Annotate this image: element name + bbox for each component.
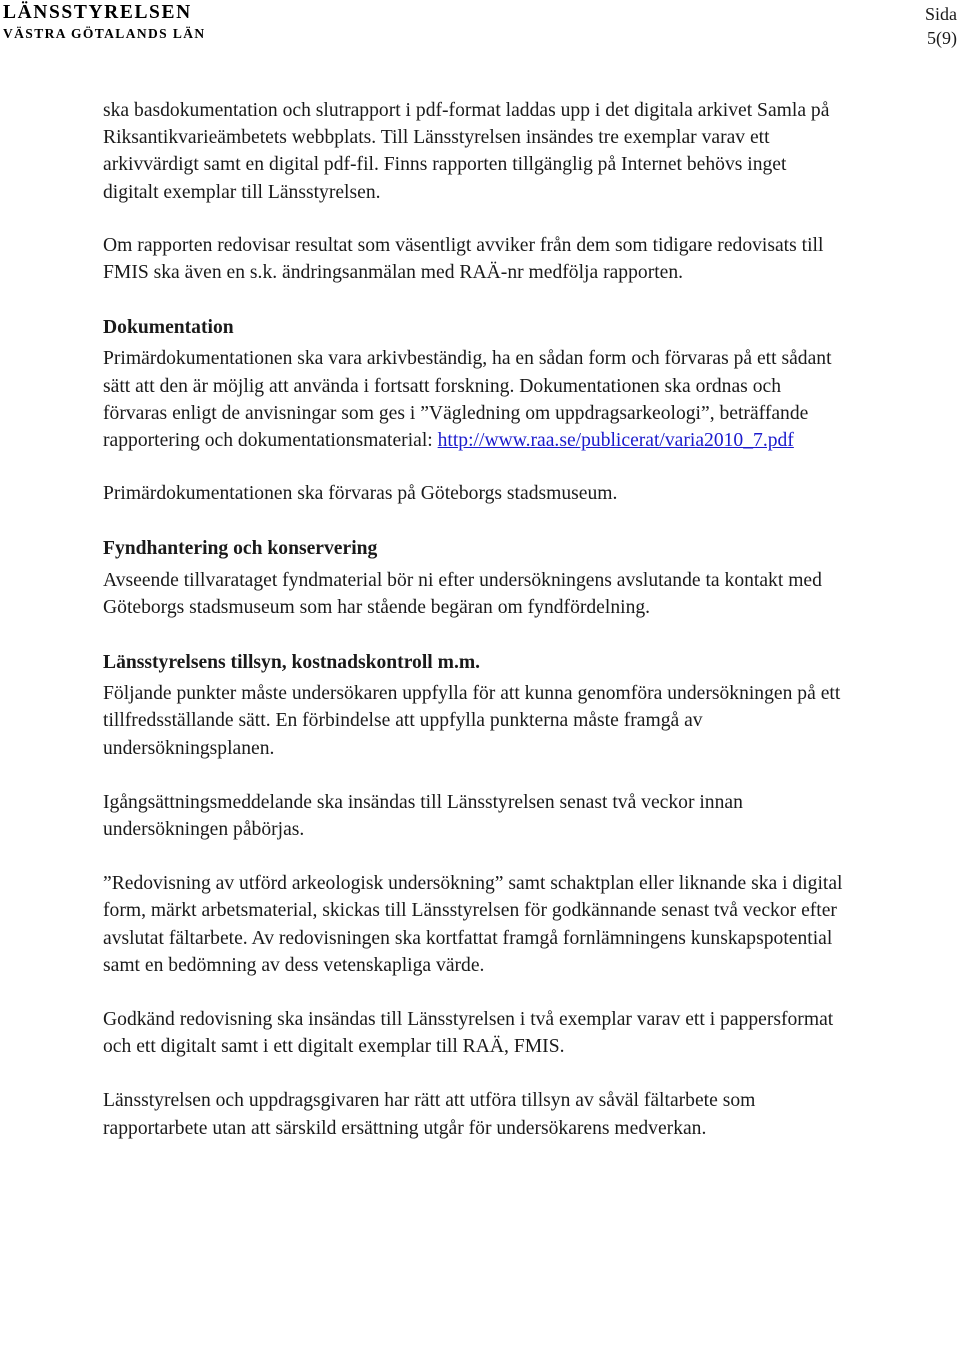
paragraph-fmis-change: Om rapporten redovisar resultat som väsentligt avviker från dem som tidigare redovisats till FMIS ska även en s.k. ändringsanmälan med RAÄ-nr medfölja rapporten. [103, 234, 824, 284]
paragraph-start-notice: Igångsättningsmeddelande ska insändas till Länsstyrelsen senast två veckor innan undersökningen påbörjas. [103, 791, 743, 841]
heading-dokumentation: Dokumentation [103, 317, 234, 339]
paragraph-supervision: Länsstyrelsen och uppdragsgivaren har rätt att utföra tillsyn av såväl fältarbete som rapportarbete utan att särskild ersättning utgår för undersökarens medverkan. [103, 1090, 756, 1139]
heading-fyndhantering: Fyndhantering och konservering [103, 538, 378, 560]
page-number: 5(9) [927, 28, 957, 48]
heading-tillsyn: Länsstyrelsens tillsyn, kostnadskontroll m.m. [103, 652, 481, 674]
letterhead-logo [3, 3, 206, 42]
paragraph-redovisning: ”Redovisning av utförd arkeologisk undersökning” samt schaktplan eller liknande ska i digital form, märkt arbetsmaterial, skickas till Länsstyrelsen för godkännande senast två veckor efter avslutat fältarbete. Av redovisningen ska kortfattat framgå fornlämningens kunskapspotential samt en bedömning av dess vetenskapliga värde. [103, 873, 843, 976]
document-body [103, 97, 843, 1142]
paragraph-tillsyn-requirements: Följande punkter måste undersökaren uppfylla för att kunna genomföra undersökningen på ett tillfredsställande sätt. En förbindelse att uppfylla punkterna måste framgå av undersökningsplanen. [103, 683, 841, 759]
page-indicator [925, 2, 957, 50]
paragraph-approved-report: Godkänd redovisning ska insändas till Länsstyrelsen i två exemplar varav ett i pappersformat och ett digitalt samt i ett digitalt exemplar till RAÄ, FMIS. [103, 1009, 834, 1058]
organization-region: VÄSTRA GÖTALANDS LÄN [3, 26, 206, 41]
paragraph-storage: Primärdokumentationen ska förvaras på Göteborgs stadsmuseum. [103, 483, 618, 505]
dokumentation-text: Primärdokumentationen ska vara arkivbeständig, ha en sådan form och förvaras på ett sådant sätt att den är möjlig att använda i fortsatt forskning. Dokumentationen ska ordnas och förvaras enligt de anvisningar som ges i ”Vägledning om uppdragsarkeologi”, beträffande rapportering och dokumentationsmaterial: [103, 348, 832, 452]
guidance-pdf-link[interactable]: http://www.raa.se/publicerat/varia2010_7.pdf [437, 430, 794, 452]
page-label: Sida [924, 4, 957, 24]
paragraph-dokumentation [103, 345, 843, 454]
organization-name: LÄNSSTYRELSEN [3, 2, 192, 23]
paragraph-report-upload: ska basdokumentation och slutrapport i pdf-format laddas upp i det digitala arkivet Samla på Riksantikvarieämbetets webbplats. Till Länsstyrelsen insändes tre exemplar varav ett arkivvärdigt samt en digital pdf-fil. Finns rapporten tillgänglig på Internet behövs inget digitalt exemplar till Länsstyrelsen. [103, 100, 830, 203]
paragraph-fyndhantering: Avseende tillvarataget fyndmaterial bör ni efter undersökningens avslutande ta kontakt med Göteborgs stadsmuseum som har stående begäran om fyndfördelning. [103, 569, 822, 618]
